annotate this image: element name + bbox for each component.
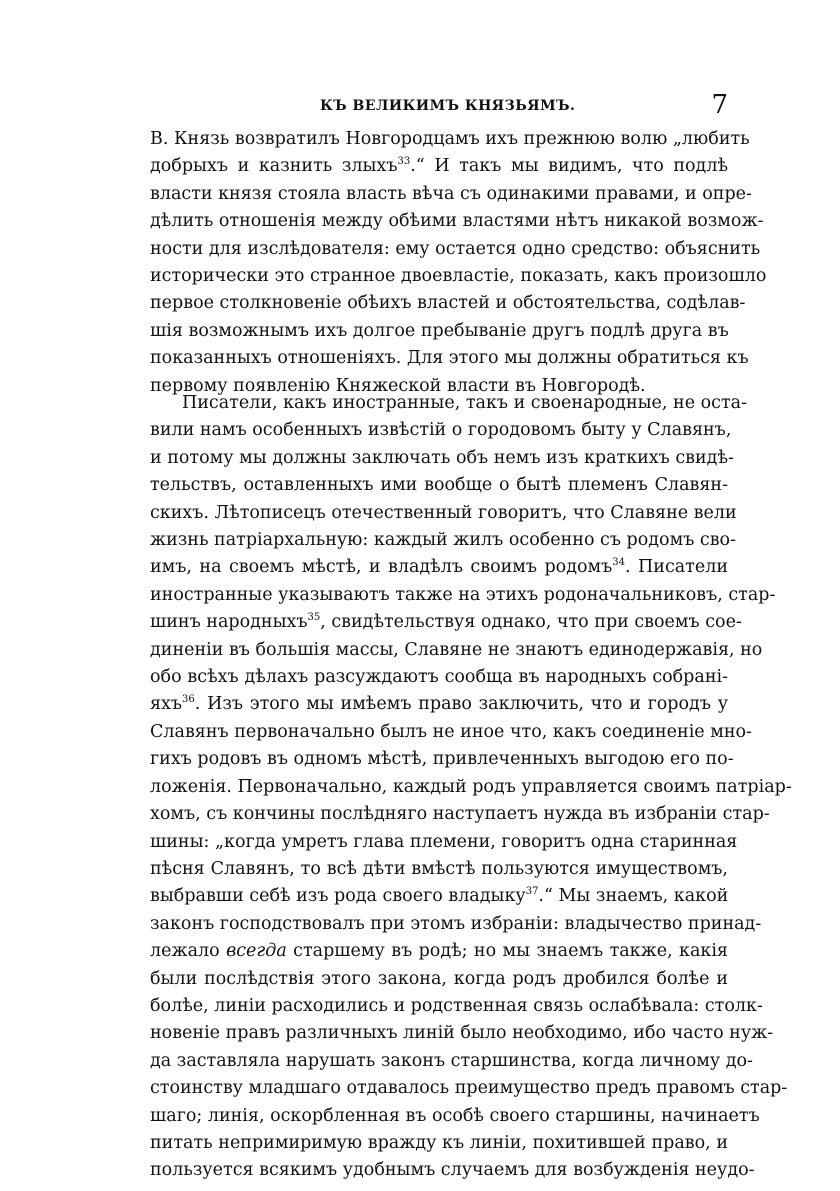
text-line: [150, 938, 728, 965]
text-fragment: имъ, на своемъ мѣстѣ, и владѣлъ своимъ родомъ: [150, 557, 613, 578]
text-line: ности для изслѣдователя: ему остается одно средство: объяснить: [150, 238, 761, 259]
text-fragment: И такъ мы видимъ, что подлѣ: [434, 156, 728, 177]
text-fragment: старшему въ родѣ; но мы знаемъ также, какія: [293, 941, 728, 962]
text-line: [150, 691, 728, 718]
text-line: тельствъ, оставленныхъ ими вообще о бытѣ племенъ Славян-: [150, 475, 728, 496]
text-line: [150, 609, 742, 636]
text-line: пользуется всякимъ удобнымъ случаемъ для возбужденія неудо-: [150, 1160, 755, 1181]
text-line: диненіи въ большія массы, Славяне не знаютъ единодержавія, но: [150, 639, 763, 660]
footnote-ref-37: 37: [525, 886, 539, 898]
text-line: законъ господствовалъ при этомъ избраніи: владычество принад-: [150, 913, 762, 934]
footnote-ref-36: 36: [182, 694, 195, 706]
text-fragment: лежало: [150, 941, 220, 962]
text-line: Славянъ первоначально былъ не иное что, какъ соединеніе мно-: [150, 721, 752, 742]
text-line: шія возможнымъ ихъ долгое пребываніе другъ подлѣ друга въ: [150, 320, 729, 341]
text-fragment: .“: [410, 156, 425, 177]
running-title: КЪ ВЕЛИКИМЪ КНЯЗЬЯМЪ.: [320, 98, 576, 114]
text-line: болѣе, линіи расходились и родственная связь ослабѣвала: столк-: [150, 995, 763, 1016]
text-line: питать непримиримую вражду къ линіи, похитившей право, и: [150, 1132, 728, 1153]
text-fragment: выбравши себѣ изъ рода своего владыку: [150, 886, 526, 907]
text-line: скихъ. Лѣтописецъ отечественный говоритъ, что Славяне вели: [150, 502, 737, 523]
text-line: иностранные указываютъ также на этихъ родоначальниковъ, стар-: [150, 584, 776, 605]
text-fragment: добрыхъ и казнить злыхъ: [150, 156, 398, 177]
text-line: шаго; линія, оскорбленная въ особѣ своего старшины, начинаетъ: [150, 1105, 760, 1126]
footnote-ref-33: 33: [397, 156, 411, 168]
paragraph-2: [150, 390, 792, 1185]
text-line: первое столкновеніе обѣихъ властей и обстоятельства, содѣлав-: [150, 293, 746, 314]
text-line: новеніе правъ различныхъ линій было необходимо, ибо часто нуж-: [150, 1023, 774, 1044]
footnote-ref-34: 34: [612, 557, 626, 569]
paragraph-1: [150, 126, 767, 400]
text-line: исторически это странное двоевластіе, показать, какъ произошло: [150, 266, 767, 287]
running-header: [150, 92, 728, 122]
text-line: В. Князь возвратилъ Новгородцамъ ихъ прежнюю волю „любить: [150, 129, 750, 149]
page-number: 7: [711, 90, 728, 120]
text-line: жизнь патріархальную: каждый жилъ особенно съ родомъ сво-: [150, 530, 737, 551]
text-fragment: .“ Мы знаемъ, какой: [538, 886, 729, 907]
text-line: власти князя стояла власть вѣча съ одинакими правами, и опре-: [150, 183, 752, 204]
text-fragment: шинъ народныхъ: [150, 612, 308, 633]
text-line: обо всѣхъ дѣлахъ разсуждаютъ сообща въ народныхъ собрані-: [150, 667, 728, 688]
text-fragment: яхъ: [150, 694, 183, 715]
text-line: пѣсня Славянъ, то всѣ дѣти вмѣстѣ пользуются имуществомъ,: [150, 858, 728, 879]
text-fragment: , свидѣтельствуя однако, что при своемъ сое-: [320, 612, 742, 633]
text-line: были послѣдствія этого закона, когда родъ дробился болѣе и: [150, 968, 728, 989]
text-line: ложенія. Первоначально, каждый родъ управляется своимъ патріар-: [150, 776, 792, 797]
text-line: да заставляла нарушать законъ старшинства, когда личному до-: [150, 1050, 753, 1071]
text-line: стоинству младшаго отдавалось преимущество предъ правомъ стар-: [150, 1078, 788, 1099]
text-line: дѣлить отношенія между обѣими властями нѣтъ никакой возмож-: [150, 211, 764, 232]
text-line: гихъ родовъ въ одномъ мѣстѣ, привлеченныхъ выгодою его по-: [150, 749, 734, 770]
italic-word: всегда: [226, 941, 287, 962]
text-line: [150, 554, 728, 581]
text-fragment: . Изъ этого мы имѣемъ право заключить, что и городъ у: [194, 694, 728, 715]
footnote-ref-35: 35: [307, 612, 321, 624]
text-line: Писатели, какъ иностранные, такъ и своенародные, не оста-: [182, 393, 747, 413]
text-line: и потому мы должны заключать объ немъ изъ краткихъ свидѣ-: [150, 447, 734, 468]
text-line: показанныхъ отношеніяхъ. Для этого мы должны обратиться къ: [150, 348, 749, 369]
text-line: вили намъ особенныхъ извѣстій о городовомъ быту у Славянъ,: [150, 420, 732, 441]
text-line: [150, 153, 728, 180]
text-line: хомъ, съ кончины послѣдняго наступаетъ нужда въ избраніи стар-: [150, 804, 770, 825]
text-line: шины: „когда умретъ глава племени, говоритъ одна старинная: [150, 831, 738, 852]
text-line: [150, 883, 728, 910]
text-line: первому появленію Княжеской власти въ Новгородѣ.: [150, 375, 646, 396]
text-fragment: . Писатели: [625, 557, 728, 578]
